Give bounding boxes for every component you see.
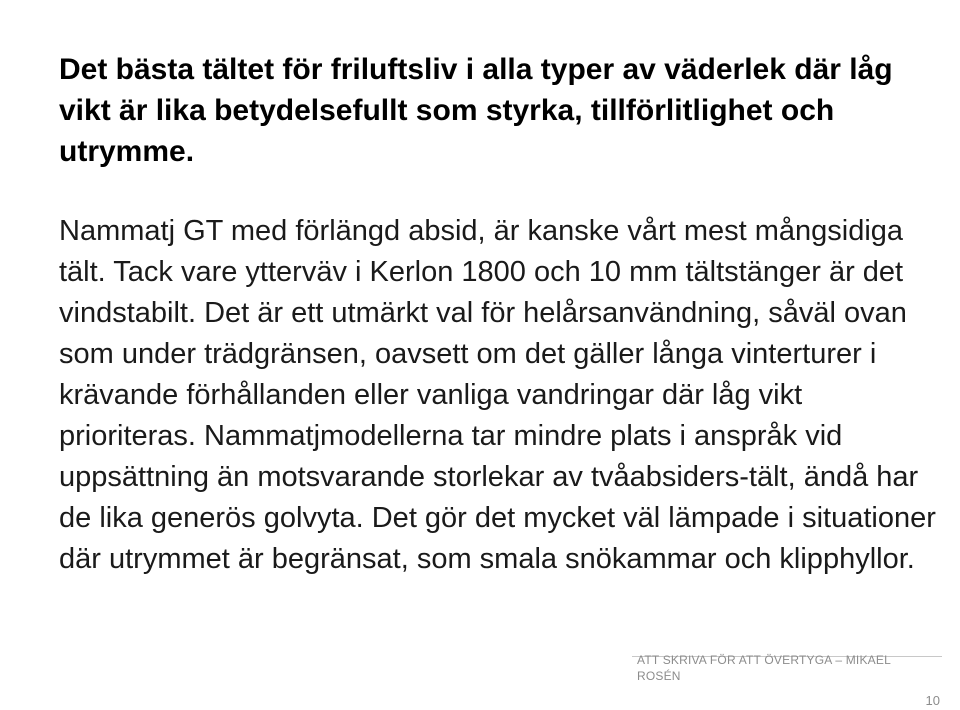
slide-body-text: Nammatj GT med förlängd absid, är kanske vårt mest mångsidiga tält. Tack vare ytterväv i Kerlon 1800 och 10 mm tältstänger är det vindstabilt. Det är ett utmärkt val för helårsanvändning, såväl ovan som under trädgränsen, oavsett om det gäller långa vinterturer i krävande förhållanden eller vanliga vandringar där låg vikt prioriteras. Nammatjmodellerna tar mindre plats i anspråk vid uppsättning än motsvarande storlekar av tvåabsiders-tält, ändå har de lika generös golvyta. Det gör det mycket väl lämpade i situationer där utrymmet är begränsat, som smala snökammar och klipphyllor. xyxy=(59,215,936,575)
slide-headline: Det bästa tältet för friluftsliv i alla typer av väderlek där låg vikt är lika betydelsefullt som styrka, tillförlitlighet och utrymme. xyxy=(59,53,893,168)
page-number: 10 xyxy=(925,693,940,708)
footer-caption: ATT SKRIVA FÖR ATT ÖVERTYGA – MIKAEL ROSÉN xyxy=(637,653,891,683)
